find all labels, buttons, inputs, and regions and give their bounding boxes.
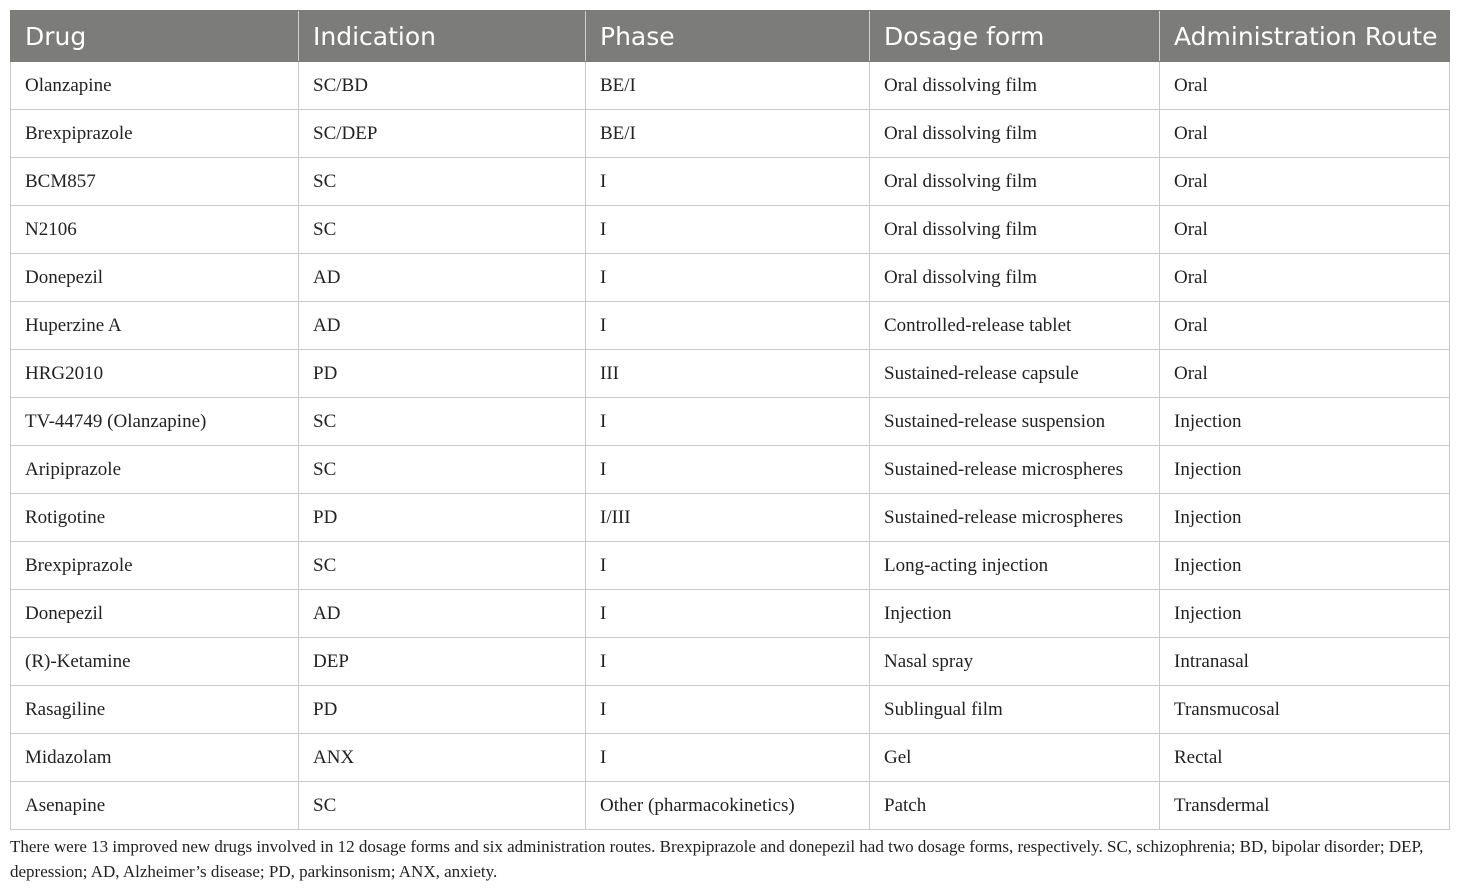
phase-cell: I xyxy=(586,206,870,254)
phase-cell: BE/I xyxy=(586,62,870,110)
table-row xyxy=(11,590,1450,638)
administration-route-cell: Transmucosal xyxy=(1160,686,1450,734)
indication-cell: SC xyxy=(299,398,586,446)
administration-route-cell: Transdermal xyxy=(1160,782,1450,830)
table-row xyxy=(11,542,1450,590)
drug-cell: HRG2010 xyxy=(11,350,299,398)
dosage-form-cell: Oral dissolving film xyxy=(870,254,1160,302)
indication-cell: PD xyxy=(299,494,586,542)
indication-cell: SC xyxy=(299,206,586,254)
dosage-form-cell: Patch xyxy=(870,782,1160,830)
table-row xyxy=(11,302,1450,350)
indication-cell: PD xyxy=(299,350,586,398)
table-row xyxy=(11,782,1450,830)
drug-table-container xyxy=(10,10,1449,830)
table-row xyxy=(11,254,1450,302)
administration-route-cell: Injection xyxy=(1160,590,1450,638)
column-header-phase: Phase xyxy=(586,11,870,62)
drug-cell: TV-44749 (Olanzapine) xyxy=(11,398,299,446)
indication-cell: SC/DEP xyxy=(299,110,586,158)
administration-route-cell: Oral xyxy=(1160,254,1450,302)
dosage-form-cell: Oral dissolving film xyxy=(870,62,1160,110)
administration-route-cell: Injection xyxy=(1160,494,1450,542)
phase-cell: I xyxy=(586,686,870,734)
administration-route-cell: Injection xyxy=(1160,398,1450,446)
drug-cell: Donepezil xyxy=(11,254,299,302)
drug-table xyxy=(10,10,1450,830)
drug-cell: Rotigotine xyxy=(11,494,299,542)
indication-cell: SC xyxy=(299,542,586,590)
table-row xyxy=(11,350,1450,398)
phase-cell: I/III xyxy=(586,494,870,542)
phase-cell: BE/I xyxy=(586,110,870,158)
indication-cell: SC xyxy=(299,158,586,206)
drug-cell: Asenapine xyxy=(11,782,299,830)
administration-route-cell: Injection xyxy=(1160,542,1450,590)
drug-cell: Huperzine A xyxy=(11,302,299,350)
column-header-administration-route: Administration Route xyxy=(1160,11,1450,62)
dosage-form-cell: Controlled-release tablet xyxy=(870,302,1160,350)
column-header-drug: Drug xyxy=(11,11,299,62)
table-row xyxy=(11,446,1450,494)
dosage-form-cell: Nasal spray xyxy=(870,638,1160,686)
dosage-form-cell: Sustained-release microspheres xyxy=(870,446,1160,494)
indication-cell: AD xyxy=(299,254,586,302)
administration-route-cell: Oral xyxy=(1160,110,1450,158)
drug-cell: N2106 xyxy=(11,206,299,254)
indication-cell: AD xyxy=(299,302,586,350)
drug-cell: Rasagiline xyxy=(11,686,299,734)
dosage-form-cell: Sublingual film xyxy=(870,686,1160,734)
table-row xyxy=(11,494,1450,542)
column-header-dosage-form: Dosage form xyxy=(870,11,1160,62)
drug-cell: (R)-Ketamine xyxy=(11,638,299,686)
drug-cell: Donepezil xyxy=(11,590,299,638)
administration-route-cell: Rectal xyxy=(1160,734,1450,782)
phase-cell: I xyxy=(586,734,870,782)
table-row xyxy=(11,158,1450,206)
phase-cell: I xyxy=(586,446,870,494)
administration-route-cell: Oral xyxy=(1160,302,1450,350)
phase-cell: I xyxy=(586,158,870,206)
drug-cell: Aripiprazole xyxy=(11,446,299,494)
indication-cell: ANX xyxy=(299,734,586,782)
dosage-form-cell: Injection xyxy=(870,590,1160,638)
dosage-form-cell: Oral dissolving film xyxy=(870,110,1160,158)
phase-cell: I xyxy=(586,542,870,590)
table-row xyxy=(11,62,1450,110)
dosage-form-cell: Oral dissolving film xyxy=(870,206,1160,254)
phase-cell: III xyxy=(586,350,870,398)
table-header xyxy=(11,11,1450,62)
drug-cell: Brexpiprazole xyxy=(11,542,299,590)
administration-route-cell: Oral xyxy=(1160,350,1450,398)
drug-cell: BCM857 xyxy=(11,158,299,206)
indication-cell: DEP xyxy=(299,638,586,686)
dosage-form-cell: Sustained-release microspheres xyxy=(870,494,1160,542)
table-row xyxy=(11,638,1450,686)
phase-cell: I xyxy=(586,254,870,302)
dosage-form-cell: Oral dissolving film xyxy=(870,158,1160,206)
dosage-form-cell: Long-acting injection xyxy=(870,542,1160,590)
administration-route-cell: Oral xyxy=(1160,62,1450,110)
column-header-indication: Indication xyxy=(299,11,586,62)
table-row xyxy=(11,734,1450,782)
table-footnote: There were 13 improved new drugs involved in 12 dosage forms and six administration routes. Brexpiprazole and donepezil had two dosage forms, respectively. SC, schizophrenia; BD, bipolar disorder; DEP, depression; AD, Alzheimer’s disease; PD, parkinsonism; ANX, anxiety. xyxy=(10,837,1424,881)
administration-route-cell: Injection xyxy=(1160,446,1450,494)
table-body xyxy=(11,62,1450,830)
dosage-form-cell: Gel xyxy=(870,734,1160,782)
phase-cell: I xyxy=(586,638,870,686)
indication-cell: AD xyxy=(299,590,586,638)
dosage-form-cell: Sustained-release suspension xyxy=(870,398,1160,446)
table-row xyxy=(11,110,1450,158)
drug-cell: Midazolam xyxy=(11,734,299,782)
administration-route-cell: Oral xyxy=(1160,158,1450,206)
administration-route-cell: Intranasal xyxy=(1160,638,1450,686)
phase-cell: I xyxy=(586,398,870,446)
table-row xyxy=(11,398,1450,446)
drug-cell: Olanzapine xyxy=(11,62,299,110)
phase-cell: Other (pharmacokinetics) xyxy=(586,782,870,830)
indication-cell: SC xyxy=(299,446,586,494)
phase-cell: I xyxy=(586,590,870,638)
table-row xyxy=(11,206,1450,254)
phase-cell: I xyxy=(586,302,870,350)
indication-cell: SC xyxy=(299,782,586,830)
header-row xyxy=(11,11,1450,62)
drug-cell: Brexpiprazole xyxy=(11,110,299,158)
table-row xyxy=(11,686,1450,734)
indication-cell: SC/BD xyxy=(299,62,586,110)
administration-route-cell: Oral xyxy=(1160,206,1450,254)
indication-cell: PD xyxy=(299,686,586,734)
dosage-form-cell: Sustained-release capsule xyxy=(870,350,1160,398)
